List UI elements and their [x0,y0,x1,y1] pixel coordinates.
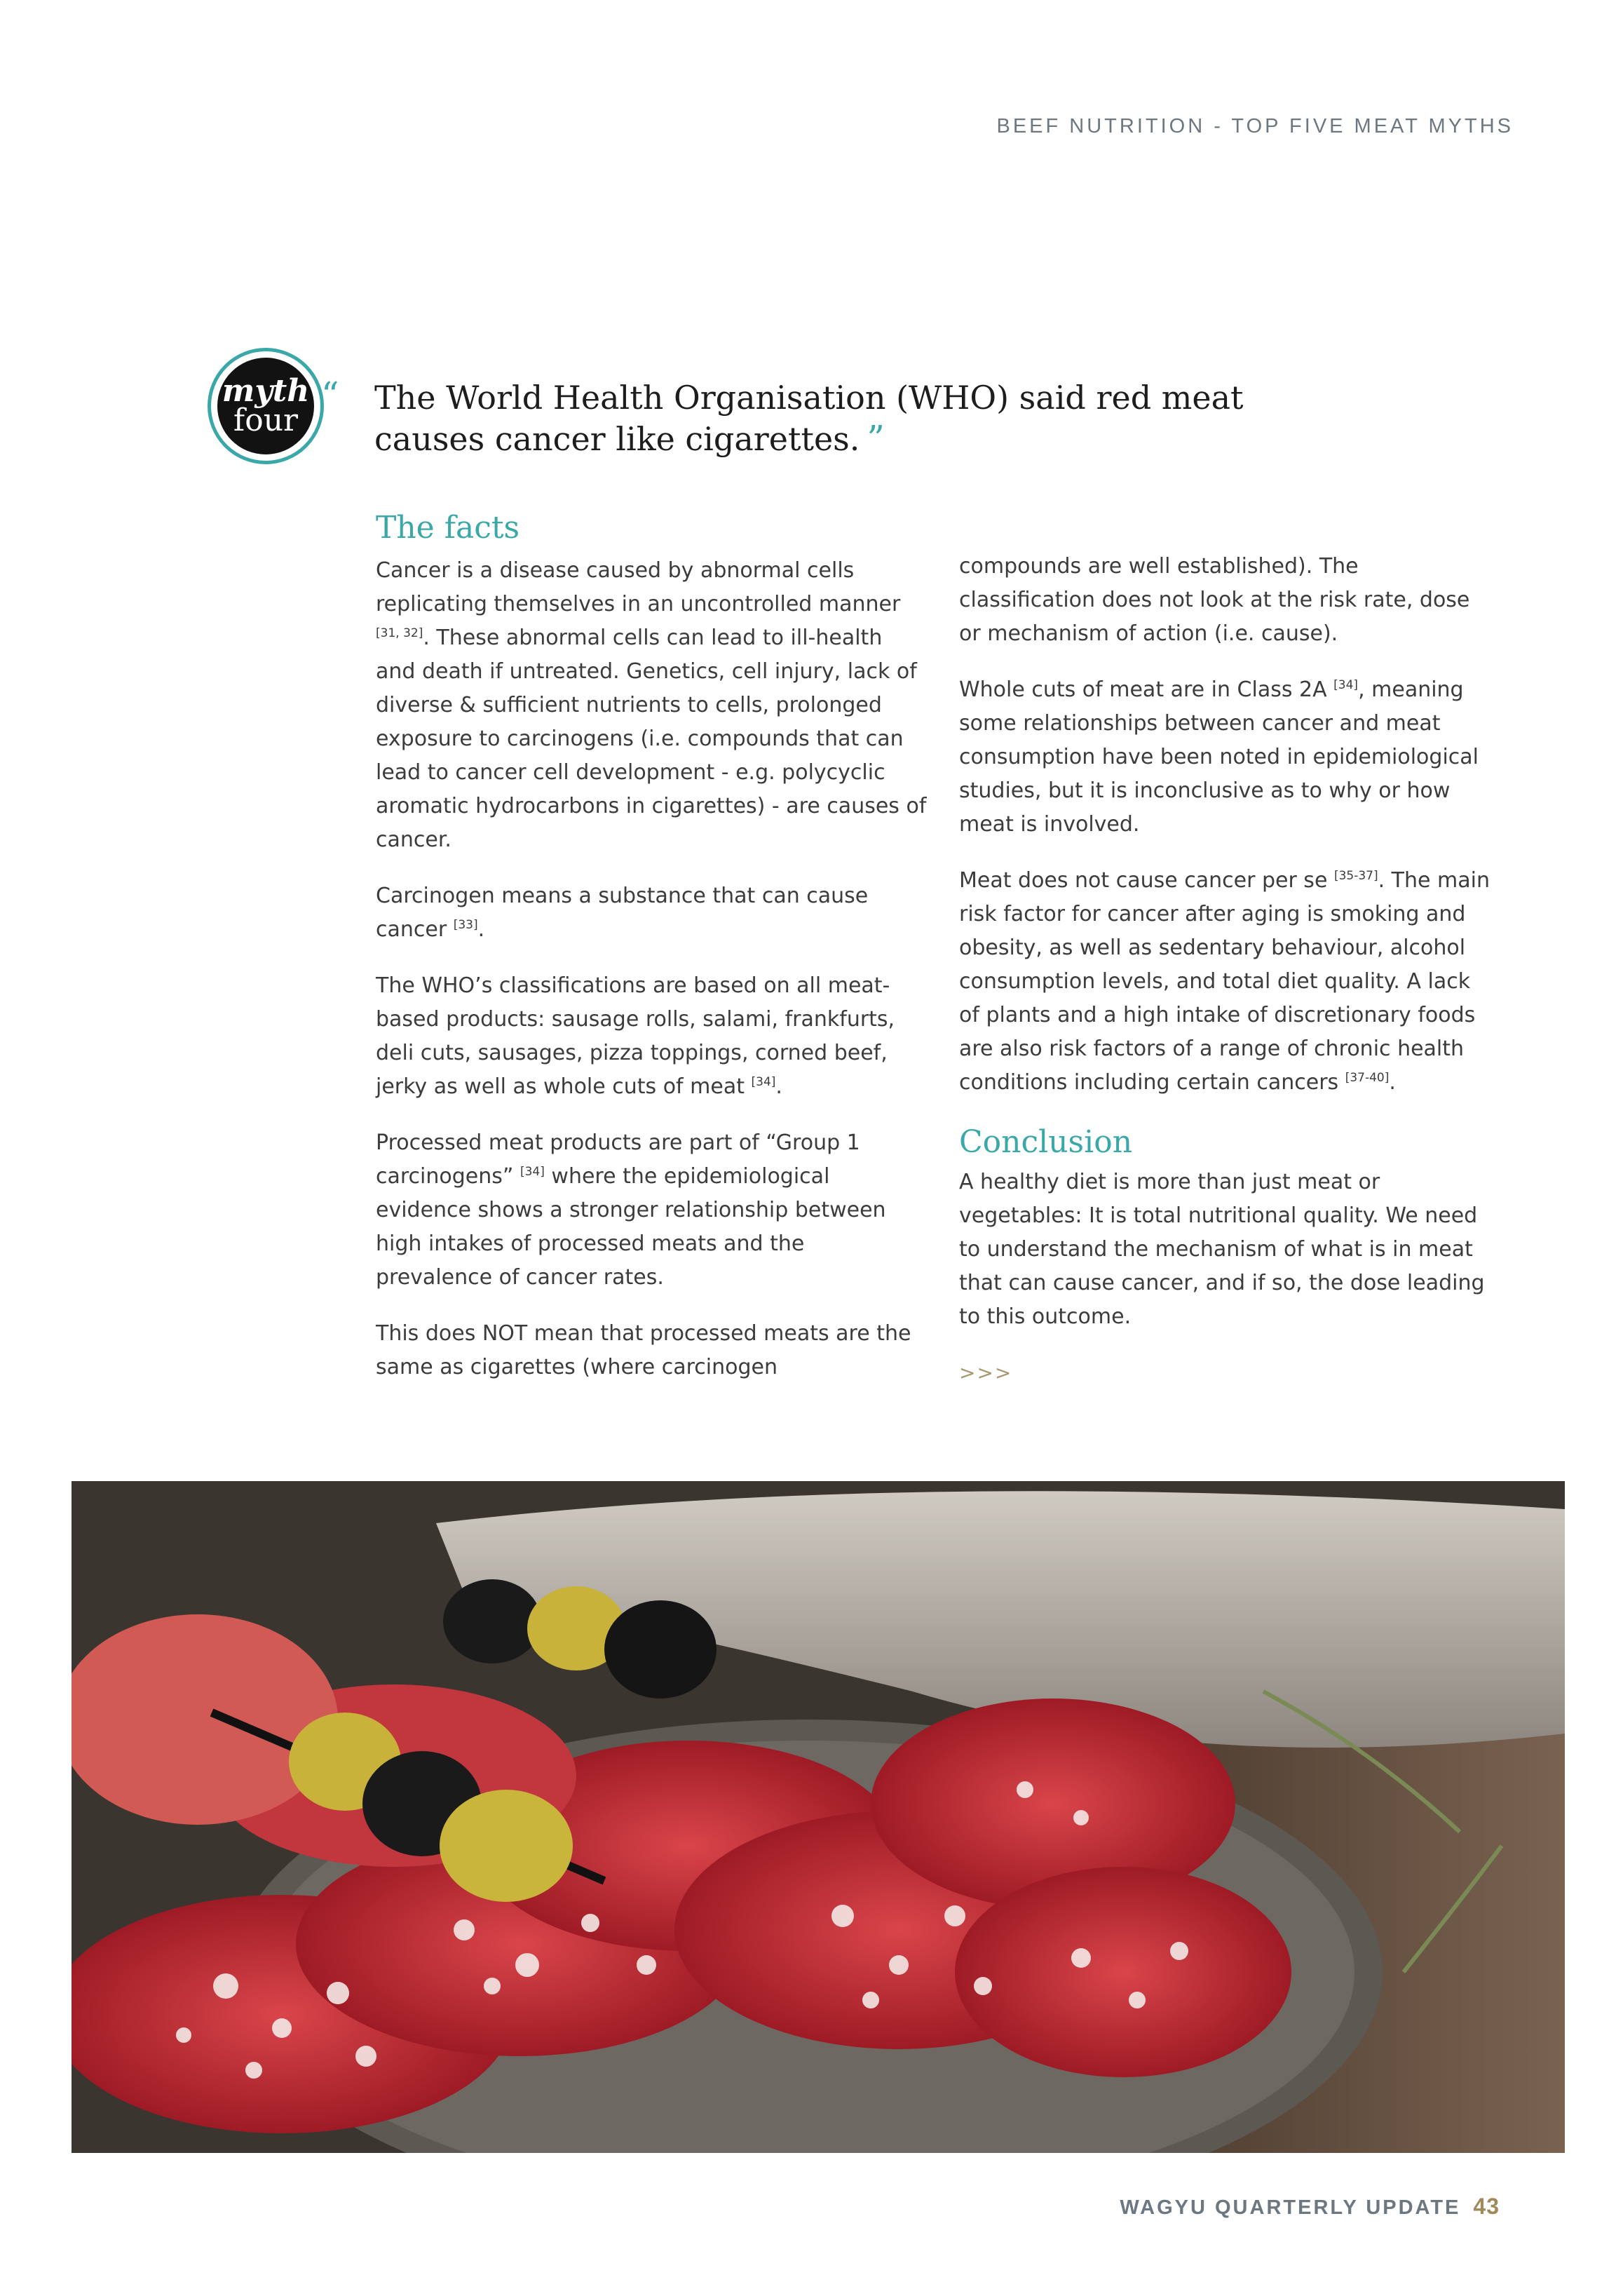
text: . These abnormal cells can lead to ill-health and death if untreated. Genetics, cell injury, lack of diverse & sufficient nutrients to cells, prolonged exposure to carcinogens (i.e. compounds that can lead to cancer cell development - e.g. polycyclic aromatic hydrocarbons in cigarettes) - are causes of cancer. [376,626,927,852]
quote-line-1: The World Health Organisation (WHO) said red meat [374,379,1244,417]
text: . [477,917,485,942]
reference: [33] [453,918,478,932]
paragraph [376,969,927,1104]
reference: [34] [520,1165,545,1179]
text: where the epidemiological evidence shows a stronger relationship between high intakes of processed meats and the prevalence of cancer rates. [376,1164,886,1290]
myth-badge-bottom: four [233,403,299,438]
myth-badge [208,348,324,464]
quote-line-2 [351,418,1262,459]
facts-heading: The facts [376,510,520,546]
continue-marker: >>> [959,1361,1013,1384]
text: . [1389,1070,1396,1095]
text: . The main risk factor for cancer after aging is smoking and obesity, as well as sedentary behaviour, alcohol consumption levels, and total diet quality. A lack of plants and a high intake of discretionary foods are also risk factors of a range of chronic health conditions including certain cancers [959,868,1490,1095]
text: Carcinogen means a substance that can cause cancer [376,884,869,942]
text: , meaning some relationships between cancer and meat consumption have been noted in epidemiological studies, but it is inconclusive as to why or how meat is involved. [959,677,1479,837]
green-olive [440,1790,573,1902]
conclusion-heading: Conclusion [959,1124,1133,1160]
text: Processed meat products are part of “Group 1 carcinogens” [376,1130,860,1189]
myth-badge-inner [217,358,314,454]
quote-line-2-text: causes cancer like cigarettes. [374,420,860,458]
text: compounds are well established). The classification does not look at the risk rate, dose or mechanism of action (i.e. cause). [959,554,1470,646]
text: Cancer is a disease caused by abnormal cells replicating themselves in an uncontrolled manner [376,558,901,616]
paragraph [376,879,927,947]
text: Meat does not cause cancer per se [959,868,1334,893]
running-header: BEEF NUTRITION - TOP FIVE MEAT MYTHS [996,115,1514,137]
reference: [35-37] [1333,869,1378,883]
salami-platter-photo [72,1481,1565,2153]
black-olive [443,1579,541,1663]
conclusion-paragraph: A healthy diet is more than just meat or vegetables: It is total nutritional quality. We need to understand the mechanism of what is in meat that can cause cancer, and if so, the dose leading to this outcome. [959,1170,1485,1329]
paragraph [376,554,927,857]
text: . [775,1074,782,1099]
reference: [34] [1333,678,1359,692]
paragraph [376,1317,927,1384]
text: Whole cuts of meat are in Class 2A [959,677,1334,702]
page-number: 43 [1473,2194,1500,2219]
left-column [376,508,927,1407]
reference: [34] [751,1075,776,1089]
close-quote-mark: ” [867,418,885,459]
salami-illustration [72,1481,1565,2153]
paragraph [959,550,1492,651]
publication-name: WAGYU QUARTERLY UPDATE [1120,2196,1461,2219]
page-footer [1120,2194,1500,2220]
right-column [959,550,1492,1390]
text: This does NOT mean that processed meats are the same as cigarettes (where carcinogen [376,1321,911,1379]
reference: [31, 32] [376,626,423,640]
open-quote-mark: “ [321,374,339,415]
paragraph [959,673,1492,842]
reference: [37-40] [1345,1071,1390,1085]
paragraph [376,1126,927,1295]
black-olive [604,1600,717,1699]
text: The WHO’s classifications are based on all meat-based products: sausage rolls, salami, frankfurts, deli cuts, sausages, pizza toppings, corned beef, jerky as well as whole cuts of meat [376,973,895,1099]
paragraph [959,864,1492,1100]
salami-slice [955,1867,1291,2077]
myth-badge-top: myth [222,373,310,409]
pull-quote [321,374,1262,459]
